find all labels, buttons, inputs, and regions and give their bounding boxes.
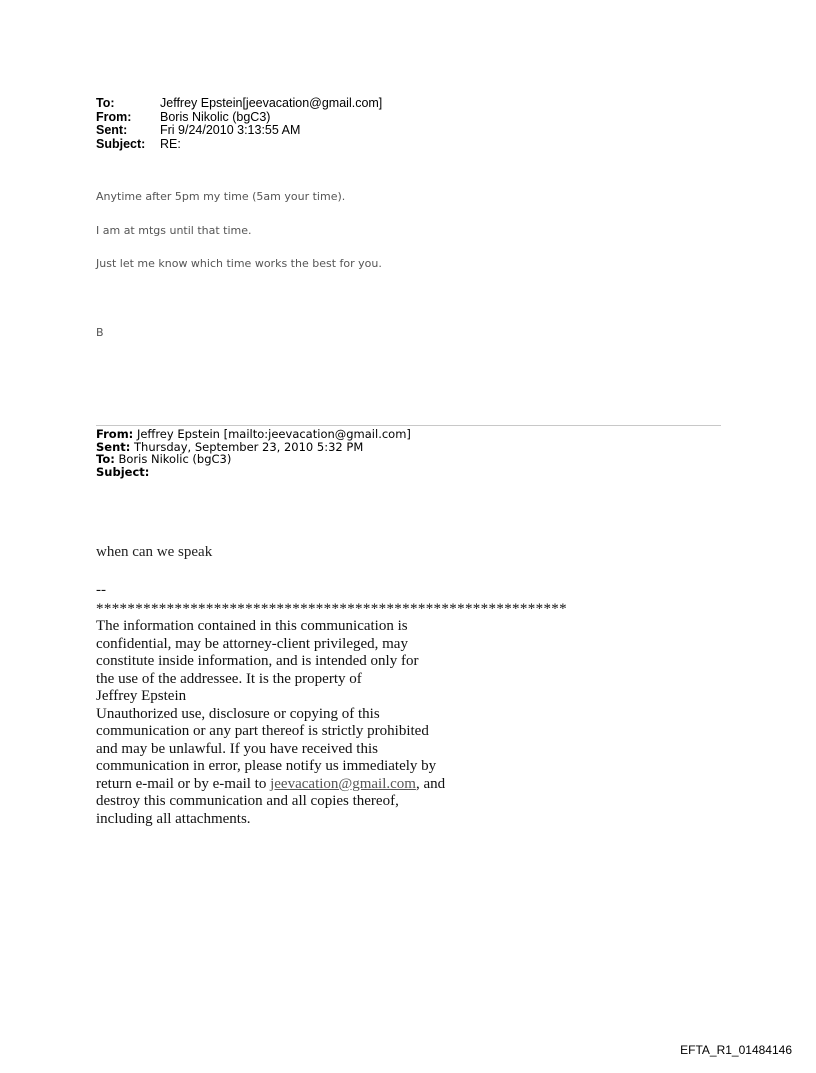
disclaimer-line: Jeffrey Epstein	[96, 688, 187, 704]
disclaimer-link-line	[96, 776, 567, 794]
signature-block	[96, 582, 567, 828]
fwd-subject-row	[96, 466, 411, 479]
fwd-to-label: To:	[96, 452, 115, 466]
separator-line	[96, 425, 721, 426]
reply-signoff: B	[96, 326, 104, 339]
disclaimer-line: the use of the addressee. It is the property of	[96, 670, 362, 687]
original-message: when can we speak	[96, 544, 213, 560]
to-label: To:	[96, 96, 115, 110]
from-label: From:	[96, 109, 132, 124]
disclaimer-line: confidential, may be attorney-client privileged, may	[96, 635, 408, 652]
header-from-row	[96, 111, 382, 125]
reply-line-3: Just let me know which time works the best for you.	[96, 257, 382, 270]
fwd-from-label: From:	[96, 427, 134, 441]
forwarded-header	[96, 428, 411, 478]
header-subject-row	[96, 138, 382, 152]
from-value: Boris Nikolic (bgC3)	[160, 109, 271, 124]
fwd-sent-label: Sent:	[96, 439, 131, 454]
subject-value: RE:	[160, 136, 181, 151]
subject-label: Subject:	[96, 136, 146, 151]
email-header	[96, 97, 382, 151]
email-link[interactable]: jeevacation@gmail.com	[270, 775, 416, 792]
header-to-row	[96, 97, 382, 111]
sent-value: Fri 9/24/2010 3:13:55 AM	[160, 123, 301, 137]
sent-label: Sent:	[96, 123, 128, 137]
signature-stars: ************************************************************	[96, 600, 567, 617]
reply-line-2: I am at mtgs until that time.	[96, 224, 252, 237]
fwd-to-value: Boris Nikolic (bgC3)	[118, 452, 232, 466]
disclaimer-line: Unauthorized use, disclosure or copying of this	[96, 705, 380, 722]
header-sent-row	[96, 124, 382, 138]
disclaimer-line: The information contained in this communication is	[96, 618, 408, 634]
to-value: Jeffrey Epstein[jeevacation@gmail.com]	[160, 96, 383, 110]
disclaimer-line: destroy this communication and all copies thereof,	[96, 793, 399, 809]
disclaimer-line: including all attachments.	[96, 810, 251, 827]
disclaimer-line: constitute inside information, and is intended only for	[96, 653, 419, 669]
disclaimer-line: communication in error, please notify us immediately by	[96, 758, 437, 774]
disclaimer-line: and may be unlawful. If you have received this	[96, 740, 378, 757]
disclaimer-line: communication or any part thereof is strictly prohibited	[96, 723, 429, 739]
link-suffix: , and	[415, 775, 446, 792]
link-prefix: return e-mail or by e-mail to	[96, 775, 271, 792]
document-id: EFTA_R1_01484146	[680, 1043, 792, 1057]
fwd-subject-label: Subject:	[96, 464, 150, 479]
fwd-from-value: Jeffrey Epstein [mailto:jeevacation@gmail.com]	[136, 427, 411, 441]
fwd-sent-value: Thursday, September 23, 2010 5:32 PM	[134, 439, 364, 454]
signature-dashes: --	[96, 582, 106, 598]
reply-line-1: Anytime after 5pm my time (5am your time).	[96, 190, 346, 203]
